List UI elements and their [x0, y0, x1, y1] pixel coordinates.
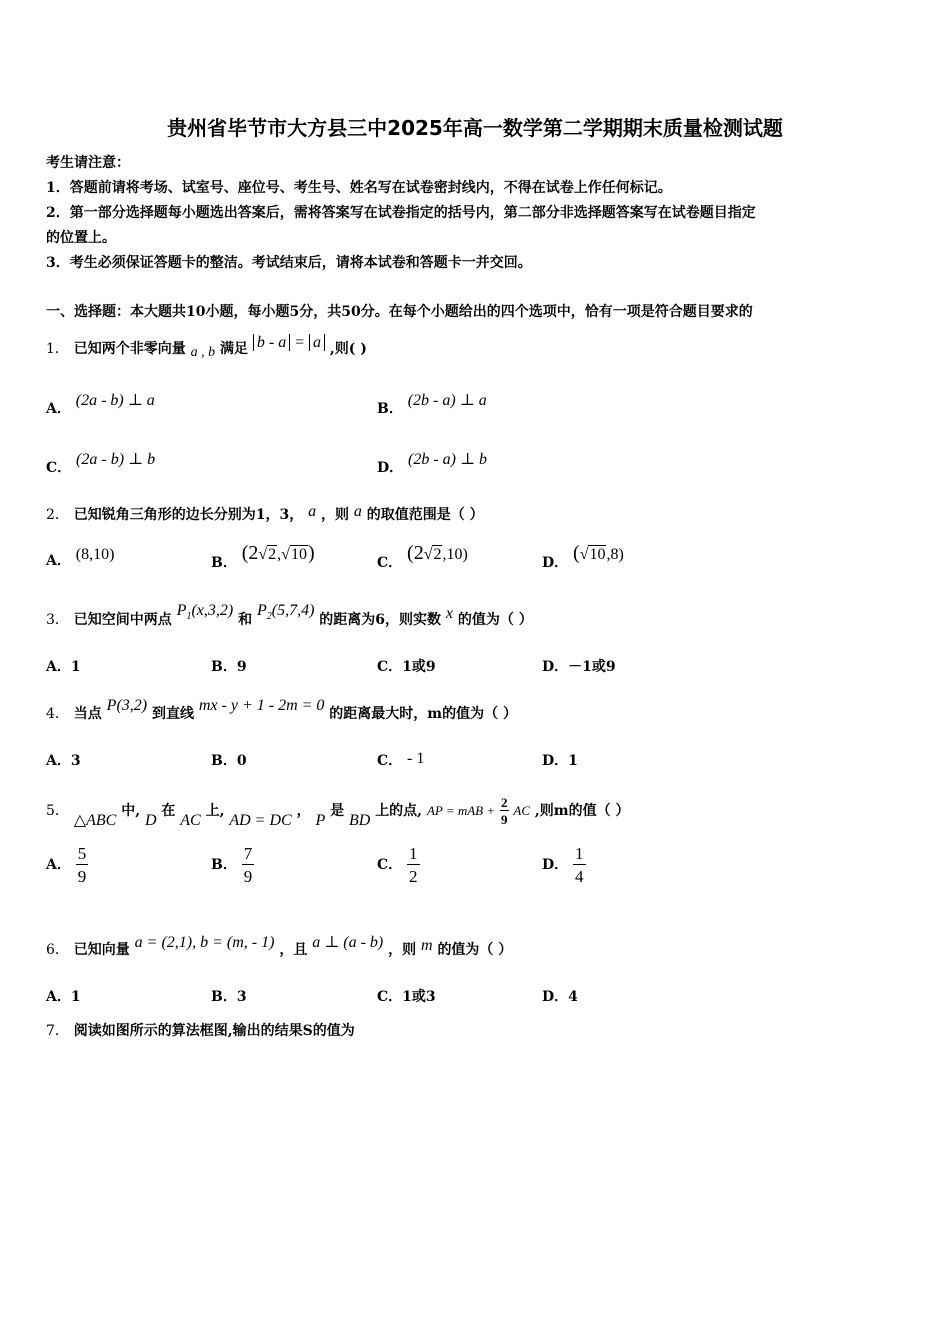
question-text: 的距离为6，则实数: [319, 612, 442, 628]
math: AC: [513, 803, 531, 818]
option-a: A．1: [46, 659, 81, 675]
question-7: [46, 1020, 355, 1040]
question-text: 和: [238, 612, 253, 628]
question-number: 4．: [46, 706, 69, 722]
option-d: D．－1或9: [542, 659, 616, 675]
question-3: [46, 602, 533, 631]
question-text: 的距离最大时，m的值为（ ）: [329, 706, 517, 722]
question-text: 当点: [73, 706, 102, 722]
option-label: A．: [46, 857, 71, 873]
option-c: C．1或3: [377, 989, 436, 1005]
option-a: A．3: [46, 753, 81, 769]
question-text: 的值为（ ）: [437, 942, 513, 958]
question-text: 在: [161, 803, 176, 819]
option-b: [211, 845, 254, 885]
question-text: 到直线: [151, 706, 194, 722]
math-abs: b - a: [253, 334, 290, 351]
math: △ABC: [73, 812, 117, 829]
option-a: A．1: [46, 989, 81, 1005]
option-a: [46, 546, 115, 570]
math: BD: [348, 812, 371, 829]
question-6: [46, 934, 513, 959]
section-heading: 一、选择题：本大题共10小题，每小题5分，共50分。在每个小题给出的四个选项中，恰有一项是符合题目要求的: [46, 304, 753, 320]
question-text: ，则: [321, 507, 350, 523]
question-text: 已知两个非零向量: [73, 341, 186, 357]
option-a: [46, 845, 88, 885]
math: AP = mAB +: [426, 803, 496, 818]
option-c: C．1或9: [377, 659, 436, 675]
math: mx - y + 1 - 2m = 0: [198, 697, 325, 714]
math: - 1: [407, 750, 425, 767]
question-text: ，则: [388, 942, 417, 958]
option-label: D．: [542, 555, 569, 571]
question-text: 的值为（ ）: [457, 612, 533, 628]
option-label: B．: [377, 401, 403, 417]
question-text: ,则m的值（ ）: [534, 803, 630, 819]
math: a: [353, 503, 362, 520]
option-d: D．4: [542, 989, 578, 1005]
question-4: [46, 697, 517, 723]
math: (2b - a) ⊥ b: [408, 451, 488, 468]
question-1: [46, 334, 367, 360]
fraction: $\frac{1}{4}$: [575, 844, 584, 886]
question-number: 7．: [46, 1023, 69, 1039]
question-text: ，且: [279, 942, 308, 958]
option-label: C．: [377, 753, 403, 769]
option-d: D．1: [542, 753, 578, 769]
notice-item: 3．考生必须保证答题卡的整洁。考试结束后，请将本试卷和答题卡一并交回。: [46, 255, 532, 271]
math: (2a - b) ⊥ a: [75, 392, 155, 409]
option-label: D．: [542, 857, 569, 873]
math: =: [295, 334, 305, 351]
option-label: D．: [377, 460, 404, 476]
question-number: 6．: [46, 942, 69, 958]
question-5: [46, 795, 630, 829]
fraction: $\frac{5}{9}$: [77, 844, 87, 886]
notice-item: 2．第一部分选择题每小题选出答案后，需将答案写在试卷指定的括号内，第二部分非选择题答案写在试卷题目指定: [46, 205, 756, 221]
math: a , b: [190, 345, 216, 360]
fraction: $\frac{7}{9}$: [243, 844, 253, 886]
option-label: C．: [46, 460, 72, 476]
question-text: ,则( ): [329, 341, 367, 357]
notice-item: 的位置上。: [46, 230, 116, 246]
option-c: [377, 750, 424, 770]
question-number: 5．: [46, 803, 69, 819]
math: P(3,2): [106, 697, 148, 714]
question-number: 3．: [46, 612, 69, 628]
question-text: 是: [330, 803, 345, 819]
question-text: 的取值范围是（ ）: [366, 507, 484, 523]
option-b: B．3: [211, 989, 247, 1005]
math: D: [144, 812, 157, 829]
math: $P_2(5,7,4)$: [256, 602, 315, 623]
option-d: [542, 542, 624, 573]
option-b: [211, 542, 315, 573]
fraction: $\frac{2}{9}$: [501, 795, 508, 827]
math: P: [315, 812, 326, 829]
option-label: B．: [211, 555, 237, 571]
question-text: 上的点,: [375, 803, 423, 819]
question-number: 1．: [46, 341, 69, 357]
question-text: 阅读如图所示的算法框图,输出的结果S的值为: [73, 1023, 355, 1039]
math: m: [421, 937, 433, 954]
question-text: 中,: [121, 803, 141, 819]
math: a ⊥ (a - b): [312, 934, 384, 951]
notice-heading: 考生请注意：: [46, 155, 130, 171]
question-text: 已知锐角三角形的边长分别为1，3，: [73, 507, 304, 523]
option-b: [377, 392, 487, 418]
question-2: [46, 504, 484, 524]
math: (√10,8): [573, 542, 624, 564]
math: (2√2,√10): [241, 542, 315, 564]
math: a: [308, 503, 317, 520]
page-title: 贵州省毕节市大方县三中2025年高一数学第二学期期末质量检测试题: [167, 116, 783, 140]
math: a = (2,1), b = (m, - 1): [134, 934, 275, 951]
option-b: B．0: [211, 753, 247, 769]
question-text: 已知空间中两点: [73, 612, 172, 628]
option-label: C．: [377, 555, 403, 571]
question-text: 已知向量: [73, 942, 130, 958]
math: (2b - a) ⊥ a: [407, 392, 487, 409]
math: AC: [180, 812, 201, 829]
math: x: [445, 605, 454, 622]
question-text: 上,: [205, 803, 225, 819]
option-label: B．: [211, 857, 237, 873]
math-abs: a: [309, 334, 325, 351]
math: (2√2,10): [407, 542, 468, 564]
math: (8,10): [75, 546, 115, 563]
option-b: B．9: [211, 659, 247, 675]
notice-item: 1．答题前请将考场、试室号、座位号、考生号、姓名写在试卷密封线内，不得在试卷上作任何标记。: [46, 180, 672, 196]
math: (2a - b) ⊥ b: [76, 451, 156, 468]
question-text: ，: [296, 803, 311, 819]
question-text: 满足: [220, 341, 249, 357]
option-label: A．: [46, 401, 71, 417]
math: AD = DC: [229, 812, 292, 829]
option-d: [377, 451, 488, 477]
math: $P_1(x,3,2)$: [176, 602, 234, 623]
option-c: [377, 845, 420, 885]
option-label: C．: [377, 857, 403, 873]
option-c: [46, 451, 156, 477]
option-c: [377, 542, 468, 573]
option-label: A．: [46, 553, 71, 569]
question-number: 2．: [46, 507, 69, 523]
option-d: [542, 845, 586, 885]
option-a: [46, 392, 155, 418]
fraction: $\frac{1}{2}$: [409, 844, 418, 886]
